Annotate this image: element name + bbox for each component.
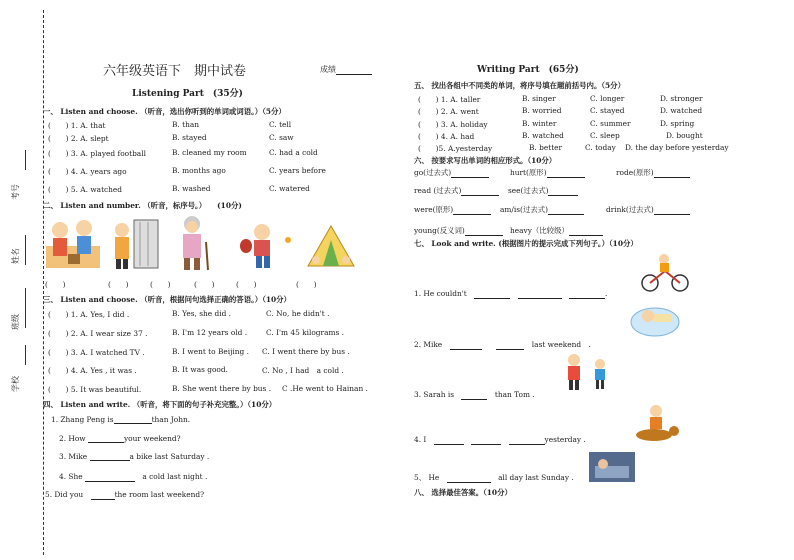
school-line [25,345,26,365]
s5-q3-a: ( ) 3. A. holiday [418,120,488,129]
s5-q4-c: C. sleep [590,131,620,140]
s5-q5-a: ( )5. A.yesterday [418,144,493,153]
s3-q4-c: C. No , I had a cold . [262,366,344,375]
s3-heading: 三、 Listen and choose. （听音，根据问句选择正确的答语。）（10分） [43,295,291,304]
s6-r1-c2: hurt(原形) [510,167,585,178]
s3-q5-a: ( ) 5. It was beautiful. [48,385,142,394]
s4-line-3: 3. Mike a bike last Saturday . [59,452,210,461]
side-label-school: 学校 [11,376,20,392]
s3-q4-b: B. It was good. [172,365,228,374]
s2-paren-3[interactable]: ( ) [150,280,171,289]
s6-r3-c2: am/is(过去式) [500,204,584,215]
s4-line-1: 1. Zhang Peng is than John. [51,415,191,424]
s4-blank-5[interactable] [91,491,115,500]
s4-blank-4[interactable] [85,473,135,482]
s7-line-4: 4. I yesterday . [414,435,586,444]
s4-line-4: 4. She a cold last night . [59,472,208,481]
man-at-board-picture [108,218,160,270]
s5-q4-a: ( ) 4. A. had [418,132,475,141]
s7-line-2: 2. Mike last weekend . [414,340,591,349]
s7-line-1: 1. He couldn't . [414,289,608,298]
s5-q3-d: D. spring [660,119,695,128]
s1-q2-c: C. saw [269,133,294,142]
s6-heading: 六、 按要求写出单词的相应形式。（10分） [414,156,557,165]
s1-q1-b: B. than [172,120,200,129]
s5-q2-b: B. worried [522,106,562,115]
s3-q5-c: C .He went to Hainan . [282,384,368,393]
s4-line-5: 5. Did you the room last weekend? [45,490,205,499]
s3-q2-c: C. I'm 45 kilograms . [266,328,344,337]
s6-r3-c3: drink(过去式) [606,204,690,215]
s5-q3-c: C. summer [590,119,631,128]
s6-r2-c2: see(过去式) [508,185,578,196]
s3-q3-c: C. I went there by bus . [262,347,350,356]
s5-q4-d: D. bought [666,131,703,140]
writing-part-title: Writing Part (65分) [477,65,579,75]
listening-part-title: Listening Part (35分) [132,89,243,99]
s7-line-5: 5、 He all day last Sunday . [414,473,574,482]
s3-q3-a: ( ) 3. A. I watched TV . [48,348,145,357]
s5-q5-b: B. better [529,143,563,152]
s4-heading: 四、 Listen and write. （听音，将下面的句子补充完整。）（10分） [43,400,277,409]
side-label-exam-no: 考号 [11,184,20,200]
s1-q5-c: C. watered [269,184,310,193]
s1-q3-b: B. cleaned my room [172,148,247,157]
s1-q1-a: ( ) 1. A. that [48,121,106,130]
s3-q4-a: ( ) 4. A. Yes , it was . [48,366,137,375]
s5-q4-b: B. watched [522,131,564,140]
boy-bike-picture [640,253,690,293]
s3-q1-c: C. No, he didn't . [266,309,330,318]
class-line [25,288,26,328]
exam-no-line [25,150,26,170]
camping-tent-picture [306,222,356,270]
s4-line-2: 2. How your weekend? [59,434,181,443]
s5-q5-d: D. the day before yesterday [625,143,729,152]
s5-q1-a: ( ) 1. A. taller [418,95,481,104]
s4-blank-3[interactable] [90,452,130,461]
s6-r2-c1: read (过去式) [414,185,499,196]
s2-heading: 二、 Listen and number. （听音，标序号。） (10分) [43,201,242,210]
s1-q2-b: B. stayed [172,133,207,142]
s6-r1-c1: go(过去式) [414,167,489,178]
s3-q5-b: B. She went there by bus . [172,384,272,393]
binding-dashed-line [43,10,44,555]
two-kids-picture [560,352,616,392]
s4-blank-1[interactable] [114,415,152,424]
s8-heading: 八、 选择最佳答案。（10分） [414,488,512,497]
s6-r1-c3: rode(原形) [616,167,690,178]
side-label-class: 班级 [11,314,20,330]
s5-q5-c: C. today [585,143,616,152]
s5-q1-d: D. stronger [660,94,703,103]
s5-heading: 五、 找出各组中不同类的单词，将序号填在题前括号内。（5分） [414,81,625,90]
s5-q1-b: B. singer [522,94,556,103]
s5-q3-b: B. winter [522,119,557,128]
exam-title: 六年级英语下 期中试卷 [103,64,247,79]
ping-pong-picture [238,222,296,270]
s2-paren-1[interactable]: ( ) [45,280,66,289]
kids-playing-picture [44,216,102,270]
s7-line-3: 3. Sarah is than Tom . [414,390,535,399]
s5-q2-c: C. stayed [590,106,625,115]
s1-q5-b: B. washed [172,184,211,193]
s1-q4-b: B. months ago [172,166,226,175]
s7-heading: 七、 Look and write. (根据图片的提示完成下列句子。）（10分） [414,239,638,248]
s1-q4-c: C. years before [269,166,326,175]
s1-q3-c: C. had a cold [269,148,318,157]
s3-q2-a: ( ) 2. A. I wear size 37 . [48,329,148,338]
s1-q1-c: C. tell [269,120,292,129]
grandmother-picture [172,214,216,272]
s6-r4-c2: heavy（比较级） [510,225,603,236]
s6-r4-c1: young(反义词) [414,225,503,236]
s1-heading: 一、 Listen and choose. （听音，选出你听到的单词或词语。）（5分） [43,107,286,116]
score-label: 成绩 [320,64,372,75]
s4-blank-2[interactable] [88,434,124,443]
s3-q3-b: B. I went to Beijing . [172,347,249,356]
s3-q2-b: B. I'm 12 years old . [172,328,248,337]
s3-q1-a: ( ) 1. A. Yes, I did . [48,310,130,319]
s5-q2-a: ( ) 2. A. went [418,107,479,116]
name-line [25,235,26,265]
s1-q4-a: ( ) 4. A. years ago [48,167,127,176]
s2-paren-5[interactable]: ( ) [236,280,257,289]
s2-paren-6[interactable]: ( ) [296,280,317,289]
s5-q2-d: D. watched [660,106,703,115]
boy-washing-picture [628,300,682,340]
s2-paren-2[interactable]: ( ) [108,280,129,289]
s2-paren-4[interactable]: ( ) [194,280,215,289]
s3-q1-b: B. Yes, she did . [172,309,232,318]
s1-q3-a: ( ) 3. A. played football [48,149,146,158]
boy-sleeping-picture [589,452,635,482]
s6-r3-c1: were(原形) [414,204,491,215]
side-label-name: 姓名 [11,248,20,264]
s5-q1-c: C. longer [590,94,625,103]
s1-q5-a: ( ) 5. A. watched [48,185,123,194]
girl-with-dog-picture [628,403,684,443]
s1-q2-a: ( ) 2. A. slept [48,134,109,143]
